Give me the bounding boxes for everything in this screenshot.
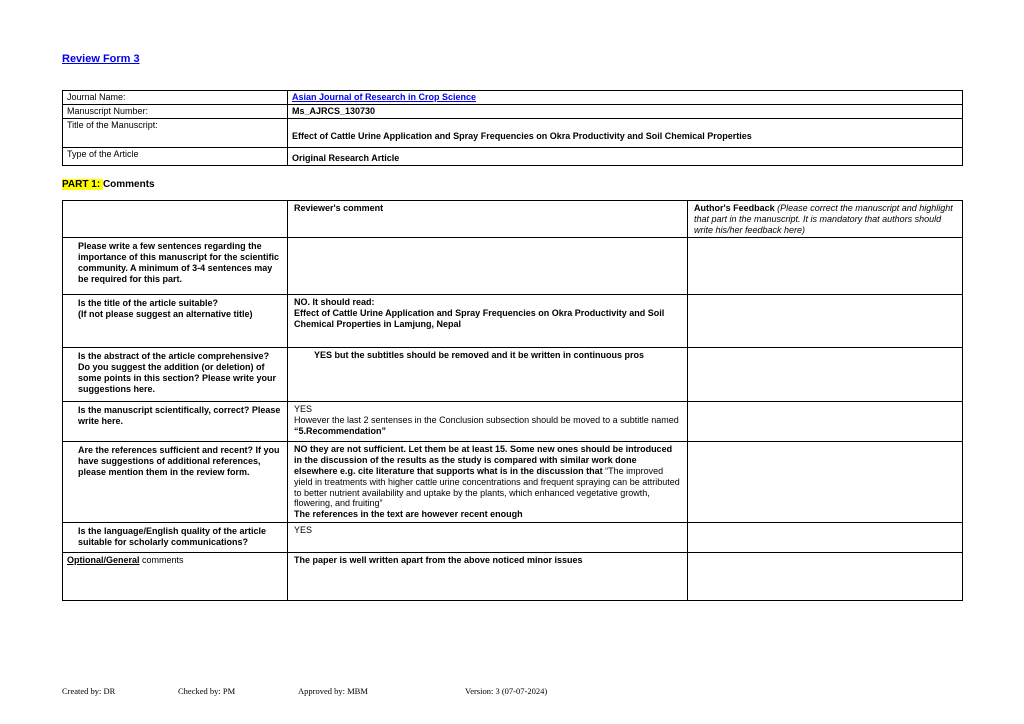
journal-name-row [63,91,963,105]
article-type-label: Type of the Article [63,147,288,165]
comments-header-row [63,201,963,238]
author-feedback-cell-optional[interactable] [688,552,963,600]
optional-comments-suffix: comments [139,554,184,565]
reviewer-comment-cell-abstract[interactable] [288,348,688,402]
manuscript-number-value: Ms_AJRCS_130730 [288,104,963,118]
reviewer-comment-cell-optional[interactable] [288,552,688,600]
comment-references-quote: “The improved yield in treatments with higher cattle urine concentrations and frequent spraying can be attributed to better nutrient availability and uptake by the plants, which enhanced vegetative growth, flowering, and fruiting” [294,465,680,509]
comment-optional: The paper is well written apart from the above noticed minor issues [294,554,583,565]
row-title-suitable [63,295,963,348]
manuscript-info-table [62,90,963,166]
journal-name-cell [288,91,963,105]
question-optional-comments [63,552,288,600]
reviewer-comment-cell-scientific[interactable] [288,402,688,442]
comment-language: YES [294,524,313,535]
manuscript-number-label: Manuscript Number: [63,104,288,118]
article-type-value: Original Research Article [288,147,963,165]
part1-label: PART 1: [62,179,103,190]
header-empty-cell [63,201,288,238]
row-importance [63,238,963,295]
reviewer-comment-cell-language[interactable] [288,522,688,552]
part1-rest: Comments [102,179,155,190]
author-feedback-cell-references[interactable] [688,442,963,523]
footer-version: Version: 3 (07-07-2024) [465,686,548,696]
journal-name-label: Journal Name: [63,91,288,105]
comment-abstract: YES but the subtitles should be removed and it be written in continuous pros [314,350,645,361]
comment-references-part3: The references in the text are however recent enough [294,509,523,520]
manuscript-title-label: Title of the Manuscript: [63,118,288,147]
question-references: Are the references sufficient and recent? If you have suggestions of additional references, please mention them in the review form. [63,442,288,523]
part1-heading [62,179,155,190]
review-form-title: Review Form 3 [62,53,140,65]
author-feedback-cell-language[interactable] [688,522,963,552]
journal-name-link[interactable]: Asian Journal of Research in Crop Science [292,92,477,102]
reviewer-comment-cell-title[interactable] [288,295,688,348]
question-scientifically-correct: Is the manuscript scientifically, correct? Please write here. [63,402,288,442]
comment-scientific-line3: “5.Recommendation” [294,425,387,436]
question-language-quality: Is the language/English quality of the article suitable for scholarly communications? [63,522,288,552]
comment-scientific-line2: However the last 2 sentenses in the Conclusion subsection should be moved to a subtitle named [294,415,679,426]
comment-scientific-line1: YES [294,404,313,415]
footer-checked-by: Checked by: PM [178,686,236,696]
comment-title-line1: NO. It should read: [294,297,375,308]
author-feedback-cell-abstract[interactable] [688,348,963,402]
manuscript-title-row [63,118,963,147]
footer-approved-by: Approved by: MBM [298,686,368,696]
author-feedback-title: Author's Feedback [694,203,778,213]
row-language-quality [63,522,963,552]
row-optional-comments [63,552,963,600]
comments-table [62,200,963,601]
comment-references-paragraph [294,444,681,509]
row-references [63,442,963,523]
article-type-row [63,147,963,165]
reviewer-comment-cell-importance[interactable] [288,238,688,295]
comment-references-part1: NO they are not sufficient. Let them be at least 15. Some new ones should be introduced in the discussion of the results as the study is compared with similar work done elsewhere e.g. cite literature that supports what is in the discussion that [294,444,673,476]
optional-general-label: Optional/General [67,554,140,565]
document-footer [0,686,1024,700]
question-title-suitable-line2: (If not please suggest an alternative title) [78,309,253,320]
question-abstract: Is the abstract of the article comprehensive? Do you suggest the addition (or deletion) of some points in this section? Please write your suggestions here. [63,348,288,402]
author-feedback-note: (Please correct the manuscript and highlight that part in the manuscript. It is mandatory that authors should write his/her feedback here) [694,203,953,235]
question-importance: Please write a few sentences regarding the importance of this manuscript for the scientific community. A minimum of 3-4 sentences may be required for this part. [63,238,288,295]
manuscript-number-row [63,104,963,118]
author-feedback-header [688,201,963,238]
question-title-suitable [63,295,288,348]
footer-created-by: Created by: DR [62,686,116,696]
manuscript-title-value: Effect of Cattle Urine Application and Spray Frequencies on Okra Productivity and Soil Chemical Properties [288,118,963,147]
author-feedback-cell-scientific[interactable] [688,402,963,442]
author-feedback-cell-title[interactable] [688,295,963,348]
reviewer-comment-cell-references[interactable] [288,442,688,523]
question-title-suitable-line1: Is the title of the article suitable? [78,298,219,309]
row-scientifically-correct [63,402,963,442]
comment-title-line2: Effect of Cattle Urine Application and Spray Frequencies on Okra Productivity and Soil Chemical Properties in Lamjung, Nepal [294,308,665,329]
reviewer-comment-header: Reviewer's comment [288,201,688,238]
row-abstract [63,348,963,402]
author-feedback-cell-importance[interactable] [688,238,963,295]
